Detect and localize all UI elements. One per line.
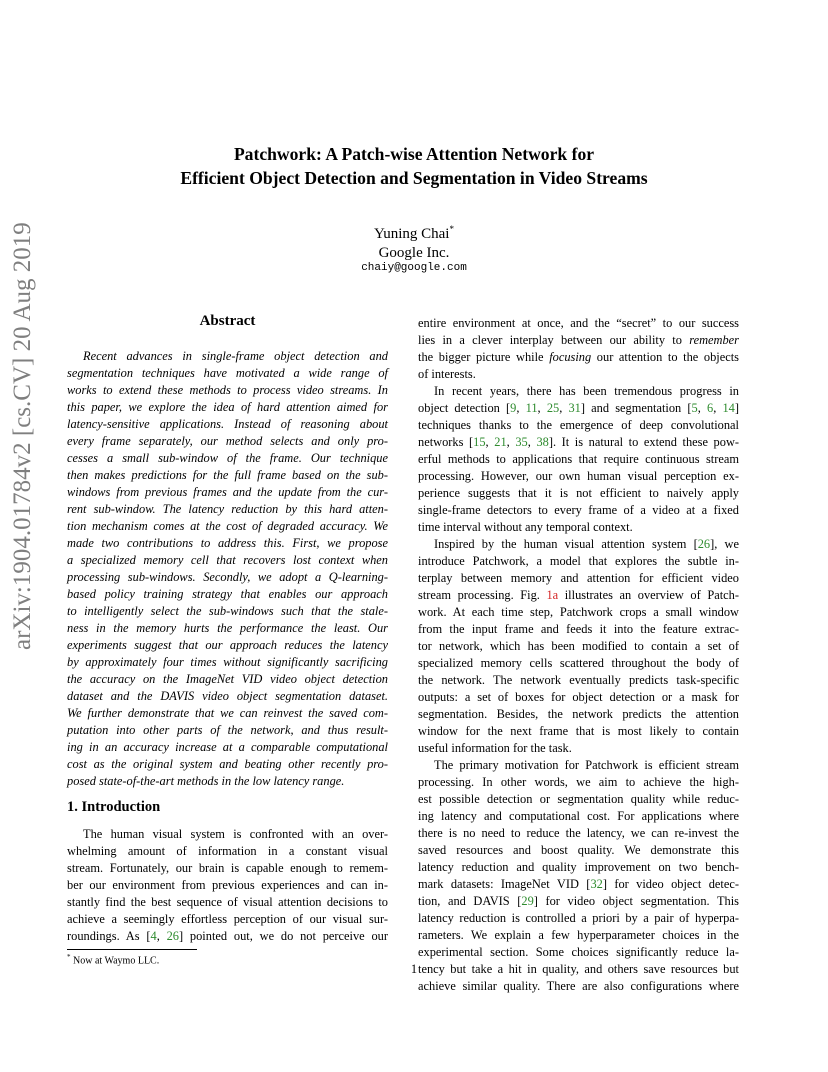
text-line: terplay between memory and attention for efficient video	[418, 571, 739, 585]
text-line: specialized memory cells scattered throughout the body of	[418, 656, 739, 670]
text-line: The primary motivation for Patchwork is efficient stream	[434, 758, 739, 772]
arxiv-identifier: arXiv:1904.01784v2 [cs.CV] 20 Aug 2019	[9, 222, 36, 650]
text-line: tion, and DAVIS [29] for video object segmentation. This	[418, 894, 739, 908]
text-line: from the input frame and feeds it into the feature extrac-	[418, 622, 739, 636]
text-line: of interests.	[418, 367, 476, 381]
author-name-line	[0, 220, 828, 244]
text-line: single-frame detectors to every frame of a video at a fixed	[418, 503, 739, 517]
text-line: est possible detection or segmentation quality while reduc-	[418, 792, 739, 806]
text-line: experiments suggest that our approach reduces the latency	[67, 638, 388, 652]
page-number: 1	[410, 962, 418, 976]
text-line: introduce Patchwork, a model that explores the subtle in-	[418, 554, 739, 568]
text-line: We further demonstrate that we can reinvest the saved com-	[67, 706, 388, 720]
text-line: Recent advances in single-frame object detection and	[83, 349, 388, 363]
text-line: The human visual system is confronted with an over-	[83, 827, 388, 841]
text-line: outputs: a set of boxes for object detection or a mask for	[418, 690, 739, 704]
footnote-text: Now at Waymo LLC.	[73, 955, 160, 967]
text-line: processing sub-windows. Secondly, we adopt a Q-learning-	[67, 570, 388, 584]
text-line: ing latency and computational cost. For applications where	[418, 809, 739, 823]
text-line: stream. Fortunately, our brain is capable enough to remem-	[67, 861, 388, 875]
author-email: chaiy@google.com	[361, 262, 467, 274]
text-line: experimental section. Some choices significantly reduce la-	[418, 945, 739, 959]
text-line: cost as the original system and beating other recently pro-	[67, 757, 388, 771]
text-line: this paper, we explore the idea of hard attention aimed for	[67, 400, 388, 414]
text-line: tion mechanism comes at the cost of degraded accuracy. We	[67, 519, 388, 533]
text-line: Inspired by the human visual attention system [26], we	[434, 537, 739, 551]
text-line: by approximately four times without significantly sacrificing	[67, 655, 388, 669]
text-line: dataset and the DAVIS video object segmentation dataset.	[67, 689, 388, 703]
text-line: In recent years, there has been tremendous progress in	[434, 384, 739, 398]
text-line: latency reduction and quality improvement on two bench-	[418, 860, 739, 874]
abstract-heading: Abstract	[199, 313, 256, 329]
text-line: the accuracy on the ImageNet VID video object detection	[67, 672, 388, 686]
text-line: segmentation. Besides, the network predicts the attention	[418, 707, 739, 721]
text-line: latency reduction is controlled a priori by a pair of hyperpa-	[418, 911, 739, 925]
text-line: processing. In other words, we aim to achieve the high-	[418, 775, 739, 789]
text-line: stantly find the best sequence of visual attention decisions to	[67, 895, 388, 909]
text-line: saved resources and boost quality. We demonstrate this	[418, 843, 739, 857]
text-line: rent sub-window. The latency reduction by this hard atten-	[67, 502, 388, 516]
text-line: segmentation techniques have motivated a wide range of	[67, 366, 388, 380]
text-line: based policy training strategy that enables our approach	[67, 587, 388, 601]
text-line: a specialized memory cell that recovers lost context when	[67, 553, 388, 567]
title-line-1: Patchwork: A Patch-wise Attention Network for	[233, 144, 595, 164]
author-block	[0, 220, 828, 263]
text-line: roundings. As [4, 26] pointed out, we do not perceive our	[67, 929, 388, 943]
intro-paragraph-left	[67, 826, 388, 945]
title-line-2: Efficient Object Detection and Segmentation in Video Streams	[180, 168, 648, 188]
author-name: Yuning Chai	[374, 226, 450, 242]
section-heading-introduction: 1. Introduction	[67, 799, 161, 815]
text-line: the bigger picture while focusing our attention to the objects	[418, 350, 739, 364]
text-line: erful methods to applications that require continuous stream	[418, 452, 739, 466]
text-line: tor network, which has been modified to contain a set of	[418, 639, 739, 653]
text-line: tency but take a hit in quality, and others save resources but	[418, 962, 739, 976]
text-line: works to extend these methods to process video streams. In	[67, 383, 388, 397]
author-footnote-mark: *	[449, 224, 454, 234]
text-line: stream processing. Fig. 1a illustrates an overview of Patch-	[418, 588, 739, 602]
text-line: networks [15, 21, 35, 38]. It is natural to extend these pow-	[418, 435, 740, 449]
text-line: perience suggests that it is not efficient to naively apply	[418, 486, 739, 500]
text-line: ness in the memory hurts the performance the least. Our	[67, 621, 388, 635]
text-line: made two contributions to address this. First, we propose	[67, 536, 388, 550]
text-line: lies in a clever interplay between our ability to remember	[418, 333, 739, 347]
affiliation: Google Inc.	[378, 245, 450, 261]
text-line: then makes predictions for the full frame based on the sub-	[67, 468, 388, 482]
text-line: useful information for the task.	[418, 741, 572, 755]
text-line: ber our environment from previous experiences and can in-	[67, 878, 388, 892]
text-line: windows from previous frames and the update from the cur-	[67, 485, 388, 499]
text-line: cesses a small sub-window of the frame. Our technique	[67, 451, 388, 465]
footnote-mark: *	[67, 953, 71, 961]
text-line: ing in an accuracy increase at a comparable computational	[67, 740, 388, 754]
text-line: window for the next frame that is most likely to contain	[418, 724, 739, 738]
text-line: achieve a seemingly effortless perception of our visual sur-	[67, 912, 388, 926]
text-line: rameters. We explain a few hyperparameter choices in the	[418, 928, 739, 942]
text-line: putation into other parts of the network, and thus result-	[67, 723, 388, 737]
text-line: time interval without any temporal context.	[418, 520, 633, 534]
text-line: whelming amount of information in a constant visual	[67, 844, 388, 858]
text-line: techniques thanks to the emergence of deep convolutional	[418, 418, 739, 432]
footnote-rule	[67, 949, 197, 950]
text-line: there is no need to reduce the latency, we can re-invest the	[418, 826, 739, 840]
text-line: mark datasets: ImageNet VID [32] for video object detec-	[418, 877, 739, 891]
paper-title	[0, 142, 828, 190]
text-line: work. At each time step, Patchwork crops a small window	[418, 605, 739, 619]
text-line: posed state-of-the-art methods in the low latency range.	[67, 774, 345, 788]
text-line: achieve similar quality. There are also configurations where	[418, 979, 739, 993]
text-line: to intelligently select the sub-windows such that the stale-	[67, 604, 388, 618]
text-line: entire environment at once, and the “secret” to our success	[418, 316, 739, 330]
text-line: every frame separately, our method selects and only pro-	[67, 434, 388, 448]
text-line: object detection [9, 11, 25, 31] and segmentation [5, 6, 14]	[418, 401, 740, 415]
text-line: the network. The network eventually predicts task-specific	[418, 673, 739, 687]
text-line: latency-sensitive applications. Instead of reasoning about	[67, 417, 388, 431]
abstract-body	[67, 348, 388, 790]
text-line: processing. However, our own human visual perception ex-	[418, 469, 739, 483]
right-column	[418, 315, 739, 995]
